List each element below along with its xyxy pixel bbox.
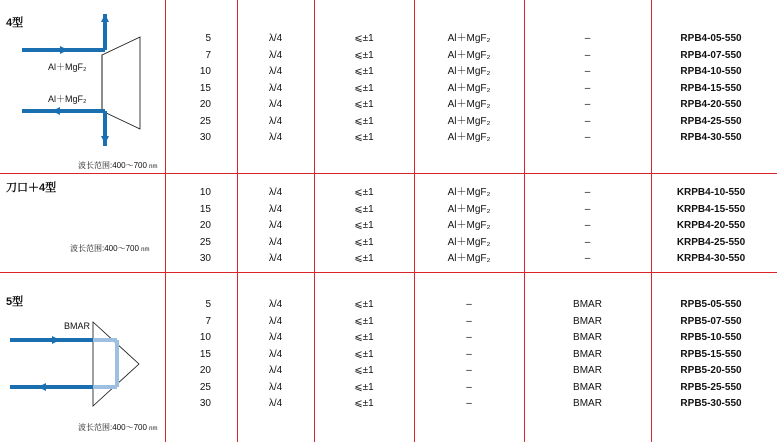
diagram-coating-label: Al＋MgF₂: [48, 94, 87, 104]
coating-cell: Al＋MgF₂: [447, 99, 491, 110]
retardation-cell: λ/4: [268, 315, 283, 327]
deviation-cell: ⩽±1: [354, 220, 374, 231]
model-number-cell: RPB4-20-550: [680, 99, 742, 110]
deviation-cell: ⩽±1: [354, 299, 374, 310]
model-number-cell: RPB4-30-550: [680, 132, 742, 143]
model-number-cell: RPB4-05-550: [680, 33, 742, 44]
deviation-cell: ⩽±1: [354, 49, 374, 61]
retardation-cell: λ/4: [268, 203, 283, 215]
coating-cell: Al＋MgF₂: [447, 82, 491, 94]
size-cell: 20: [199, 99, 211, 110]
coating-cell: Al＋MgF₂: [447, 49, 491, 61]
model-number-cell: RPB4-25-550: [680, 115, 742, 127]
deviation-cell: ⩽±1: [354, 99, 374, 110]
model-number-cell: RPB5-25-550: [680, 381, 742, 393]
deviation-cell: ⩽±1: [354, 187, 374, 198]
diagram-coating-label: BMAR: [64, 321, 91, 331]
extra-coating-cell: –: [584, 253, 591, 264]
deviation-cell: ⩽±1: [354, 82, 374, 94]
model-number-cell: RPB5-07-550: [680, 315, 742, 327]
retardation-cell: λ/4: [268, 33, 283, 44]
extra-coating-cell: –: [584, 236, 591, 248]
size-cell: 25: [199, 115, 211, 127]
extra-coating-cell: BMAR: [573, 299, 602, 310]
coating-cell: –: [466, 315, 472, 327]
coating-column: [414, 31, 524, 147]
size-cell: 15: [199, 82, 211, 94]
coating-cell: –: [466, 332, 472, 343]
size-cell: 15: [199, 203, 211, 215]
deviation-cell: ⩽±1: [354, 33, 374, 44]
extra-coating-cell: –: [584, 49, 591, 61]
coating-cell: –: [466, 381, 472, 393]
size-cell: 7: [205, 315, 211, 327]
retardation-cell: λ/4: [268, 236, 283, 248]
size-cell: 30: [199, 132, 211, 143]
extra-coating-cell: BMAR: [573, 398, 602, 409]
size-cell: 5: [205, 33, 211, 44]
size-column: [165, 185, 211, 268]
deviation-cell: ⩽±1: [354, 203, 374, 215]
extra-coating-cell: –: [584, 187, 591, 198]
coating-cell: Al＋MgF₂: [447, 236, 491, 248]
coating-cell: Al＋MgF₂: [447, 187, 491, 198]
retardation-cell: λ/4: [268, 82, 283, 94]
retardation-cell: λ/4: [268, 66, 283, 77]
coating-cell: Al＋MgF₂: [447, 203, 491, 215]
extra-coating-cell: –: [584, 132, 591, 143]
deviation-cell: ⩽±1: [354, 253, 374, 264]
section-title: 5型: [6, 296, 24, 308]
size-cell: 10: [199, 332, 211, 343]
size-column: [165, 31, 211, 147]
model-number-cell: RPB4-10-550: [680, 66, 742, 77]
model-number-cell: RPB4-15-550: [680, 82, 742, 94]
deviation-column: [314, 185, 414, 268]
model-number-column: [651, 31, 771, 147]
retardation-cell: λ/4: [268, 187, 283, 198]
extra-coating-column: [524, 185, 651, 268]
model-number-cell: RPB5-10-550: [680, 332, 742, 343]
model-number-cell: RPB5-20-550: [680, 365, 742, 376]
extra-coating-column: [524, 297, 651, 413]
retardation-cell: λ/4: [268, 99, 283, 110]
deviation-column: [314, 31, 414, 147]
size-cell: 15: [199, 348, 211, 360]
retardation-cell: λ/4: [268, 115, 283, 127]
extra-coating-cell: –: [584, 220, 591, 231]
extra-coating-cell: BMAR: [573, 381, 602, 393]
size-cell: 30: [199, 398, 211, 409]
deviation-cell: ⩽±1: [354, 348, 374, 360]
deviation-cell: ⩽±1: [354, 115, 374, 127]
deviation-column: [314, 297, 414, 413]
deviation-cell: ⩽±1: [354, 236, 374, 248]
coating-cell: –: [466, 299, 472, 310]
coating-column: [414, 297, 524, 413]
wavelength-range: 波长范围:400～700 nm: [78, 161, 158, 170]
model-number-cell: KRPB4-20-550: [676, 220, 746, 231]
model-number-cell: RPB5-15-550: [680, 348, 742, 360]
size-cell: 10: [199, 187, 211, 198]
deviation-cell: ⩽±1: [354, 132, 374, 143]
deviation-cell: ⩽±1: [354, 315, 374, 327]
deviation-cell: ⩽±1: [354, 332, 374, 343]
coating-cell: Al＋MgF₂: [447, 253, 491, 264]
extra-coating-cell: –: [584, 82, 591, 94]
deviation-cell: ⩽±1: [354, 381, 374, 393]
retardation-column: [237, 297, 314, 413]
coating-cell: –: [466, 348, 472, 360]
size-cell: 20: [199, 365, 211, 376]
size-cell: 10: [199, 66, 211, 77]
model-number-cell: KRPB4-25-550: [676, 236, 746, 248]
model-number-cell: RPB5-30-550: [680, 398, 742, 409]
extra-coating-cell: BMAR: [573, 348, 602, 360]
size-column: [165, 297, 211, 413]
coating-cell: Al＋MgF₂: [447, 66, 491, 77]
model-number-cell: KRPB4-15-550: [676, 203, 746, 215]
retardation-cell: λ/4: [268, 49, 283, 61]
model-number-cell: RPB5-05-550: [680, 299, 742, 310]
diagram-coating-label: Al＋MgF₂: [48, 62, 87, 72]
extra-coating-cell: –: [584, 33, 591, 44]
wavelength-range: 波长范围:400～700 nm: [78, 423, 158, 432]
extra-coating-cell: –: [584, 66, 591, 77]
coating-cell: Al＋MgF₂: [447, 115, 491, 127]
retardation-column: [237, 185, 314, 268]
size-cell: 7: [205, 49, 211, 61]
model-number-cell: RPB4-07-550: [680, 49, 742, 61]
deviation-cell: ⩽±1: [354, 66, 374, 77]
retardation-cell: λ/4: [268, 365, 283, 376]
coating-cell: –: [466, 398, 472, 409]
coating-cell: Al＋MgF₂: [447, 220, 491, 231]
coating-column: [414, 185, 524, 268]
model-number-cell: KRPB4-10-550: [676, 187, 746, 198]
extra-coating-cell: BMAR: [573, 315, 602, 327]
extra-coating-cell: BMAR: [573, 332, 602, 343]
retardation-column: [237, 31, 314, 147]
coating-cell: Al＋MgF₂: [447, 33, 491, 44]
model-number-cell: KRPB4-30-550: [676, 253, 746, 264]
extra-coating-cell: –: [584, 203, 591, 215]
size-cell: 25: [199, 381, 211, 393]
extra-coating-cell: –: [584, 99, 591, 110]
retardation-cell: λ/4: [268, 220, 283, 231]
retardation-cell: λ/4: [268, 132, 283, 143]
retardation-cell: λ/4: [268, 253, 283, 264]
model-number-column: [651, 297, 771, 413]
coating-cell: Al＋MgF₂: [447, 132, 491, 143]
retardation-cell: λ/4: [268, 381, 283, 393]
extra-coating-cell: –: [584, 115, 591, 127]
wavelength-range: 波长范围:400～700 nm: [70, 244, 150, 253]
retardation-cell: λ/4: [268, 299, 283, 310]
section-title: 刀口＋4型: [6, 182, 57, 194]
extra-coating-column: [524, 31, 651, 147]
deviation-cell: ⩽±1: [354, 398, 374, 409]
size-cell: 20: [199, 220, 211, 231]
model-number-column: [651, 185, 771, 268]
type5-diagram: [0, 0, 165, 442]
extra-coating-cell: BMAR: [573, 365, 602, 376]
size-cell: 25: [199, 236, 211, 248]
retardation-cell: λ/4: [268, 398, 283, 409]
deviation-cell: ⩽±1: [354, 365, 374, 376]
size-cell: 30: [199, 253, 211, 264]
coating-cell: –: [466, 365, 472, 376]
size-cell: 5: [205, 299, 211, 310]
retardation-cell: λ/4: [268, 332, 283, 343]
section-title: 4型: [6, 17, 24, 29]
retardation-cell: λ/4: [268, 348, 283, 360]
